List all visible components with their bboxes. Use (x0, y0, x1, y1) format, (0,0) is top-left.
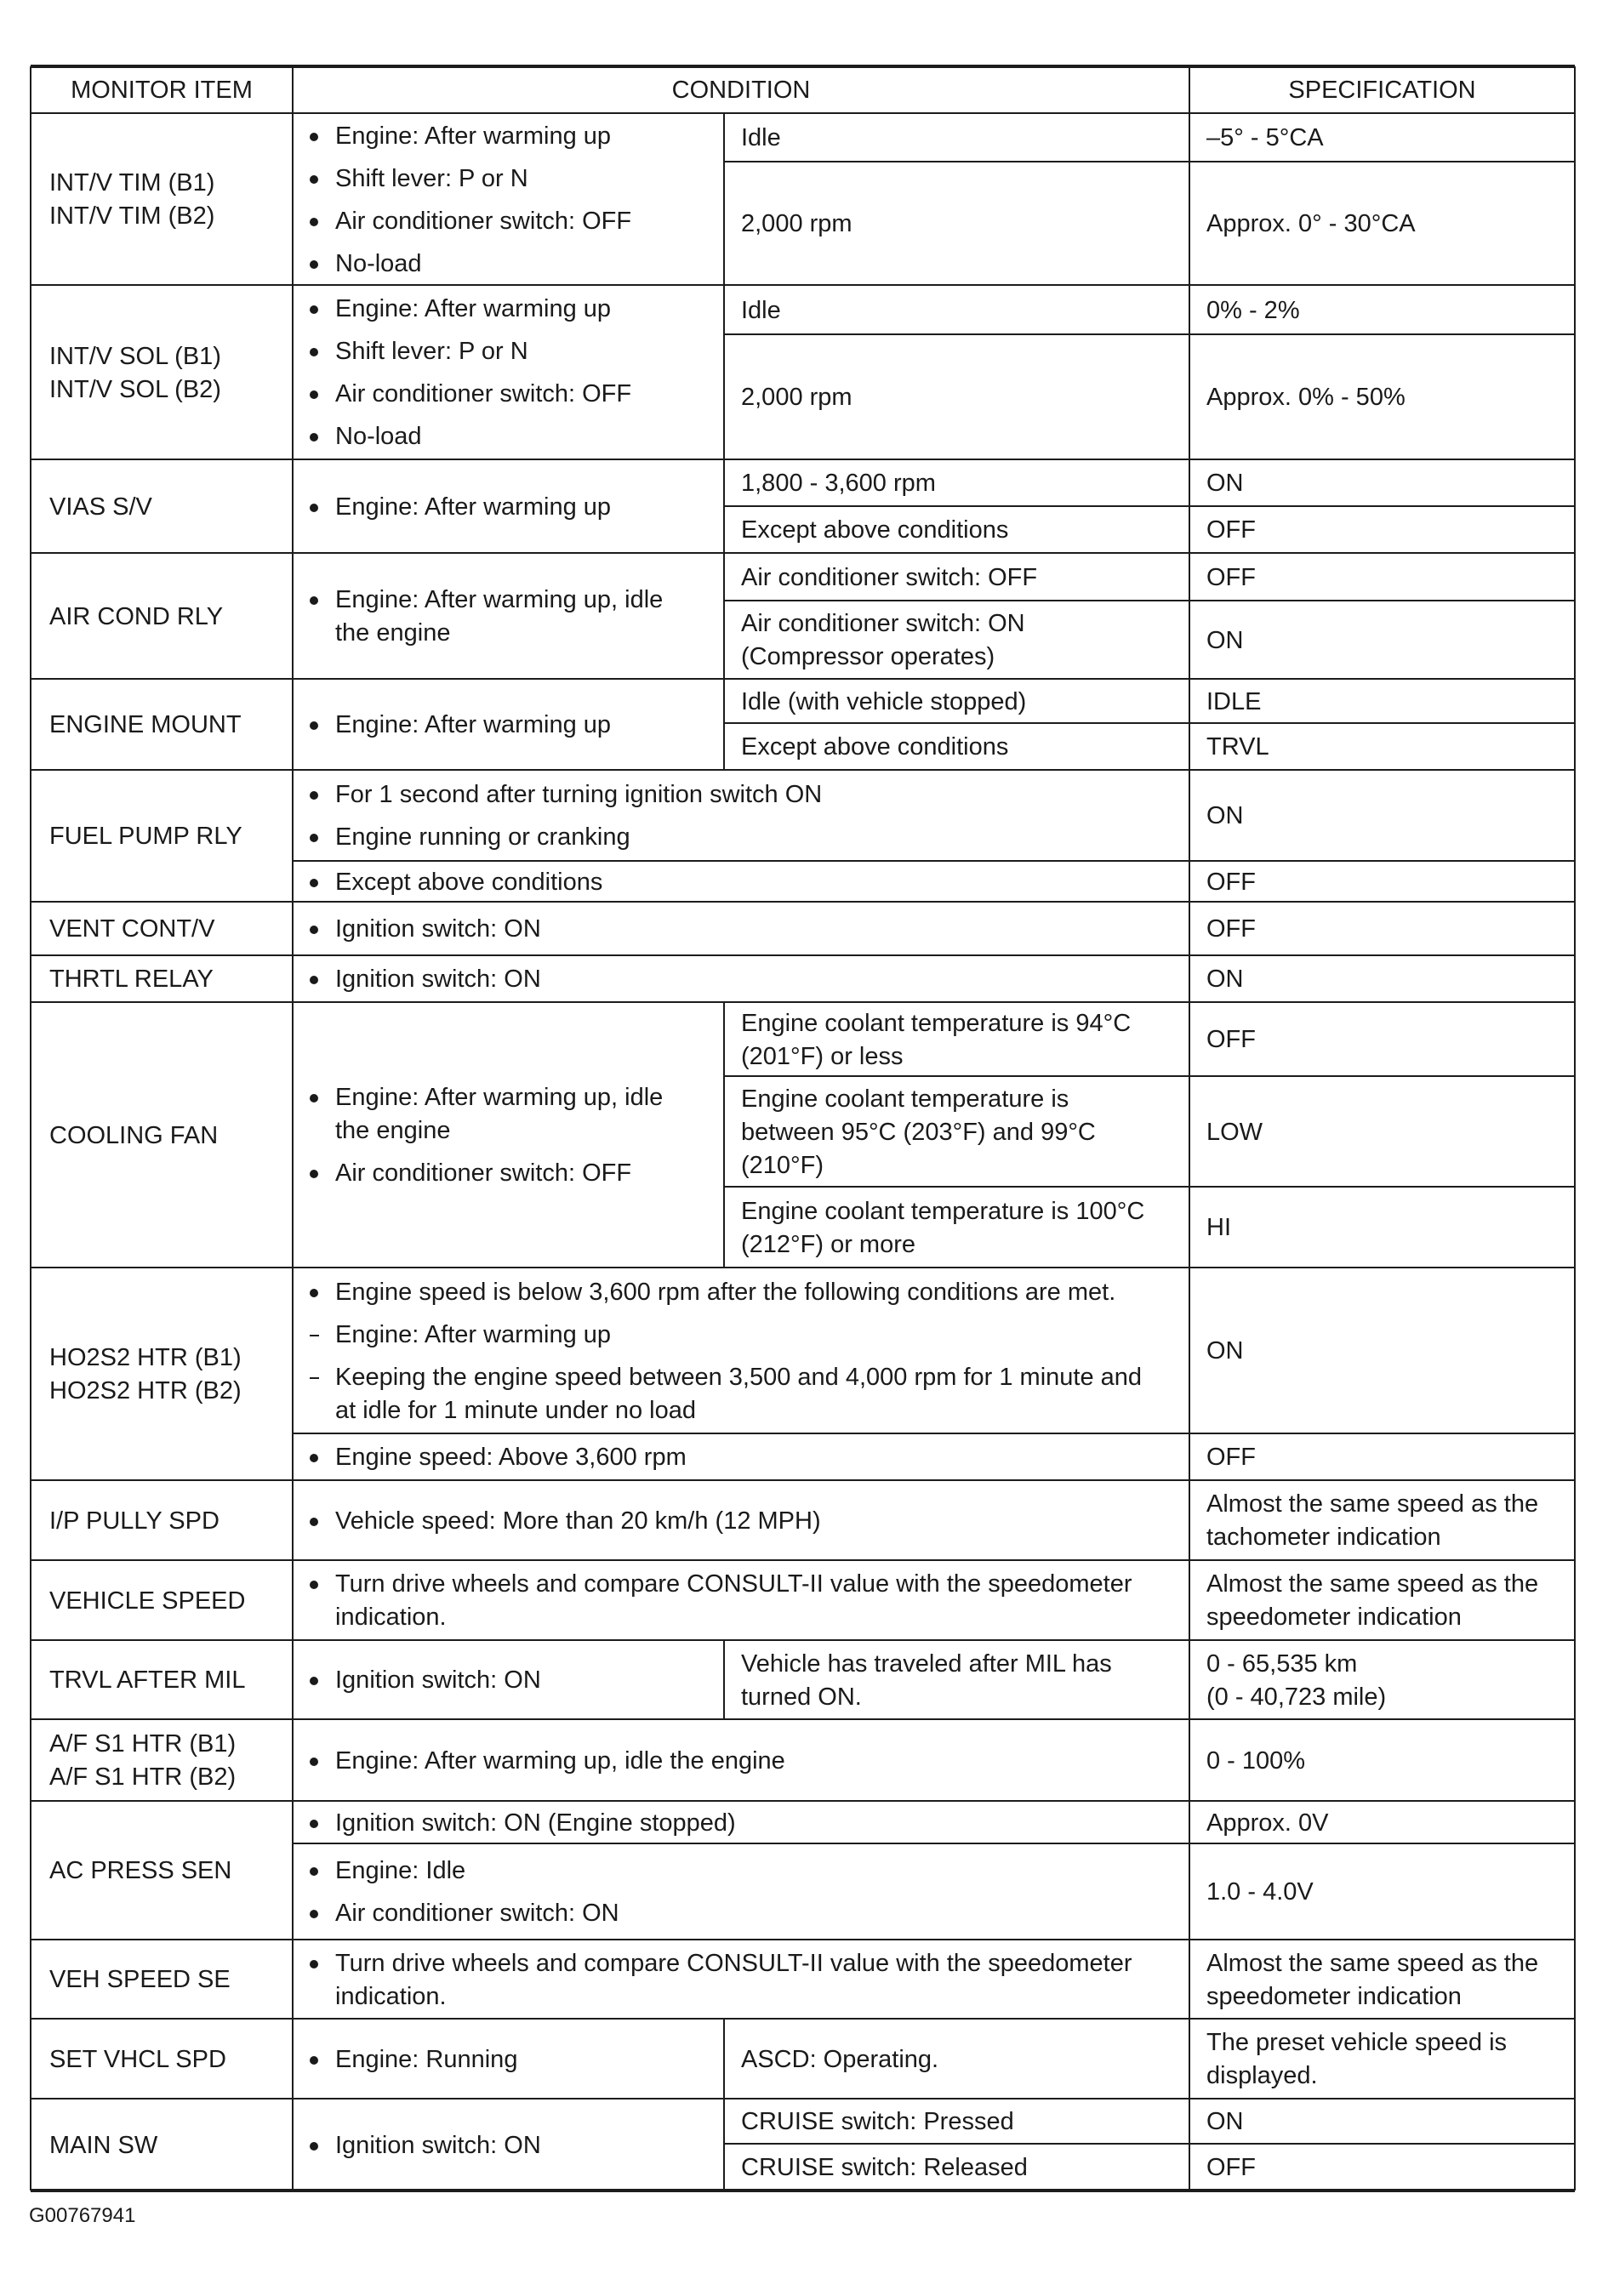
table-rule (293, 860, 1575, 862)
table-rule (31, 1001, 1575, 1003)
condition-text: the engine (335, 619, 451, 647)
condition-text: the engine (335, 1117, 451, 1144)
monitor-item-label: THRTL RELAY (49, 966, 214, 993)
condition-text: Except above conditions (335, 868, 603, 896)
table-rule (31, 1800, 1575, 1802)
specification-value: OFF (1206, 868, 1256, 896)
table-rule (723, 285, 725, 459)
condition-text: Engine: Running (335, 2045, 518, 2073)
monitor-item-label: HO2S2 HTR (B1) (49, 1344, 242, 1371)
table-rule (723, 113, 725, 285)
table-rule (724, 722, 1575, 724)
sub-condition-text: Idle (741, 124, 781, 151)
specification-value: (0 - 40,723 mile) (1206, 1683, 1387, 1711)
specification-value: 0% - 2% (1206, 296, 1300, 324)
sub-condition-text: Idle (741, 296, 781, 324)
sub-condition-text: Engine coolant temperature is (741, 1085, 1069, 1113)
bullet-icon (310, 596, 318, 605)
bullet-icon (310, 433, 318, 442)
sub-condition-text: CRUISE switch: Released (741, 2154, 1028, 2181)
table-rule (723, 553, 725, 679)
monitor-item-label: VENT CONT/V (49, 915, 215, 943)
condition-text: Engine: After warming up (335, 295, 612, 322)
specification-value: 1.0 - 4.0V (1206, 1878, 1314, 1906)
table-rule (293, 1843, 1575, 1844)
sub-condition-text: Vehicle has traveled after MIL has (741, 1649, 1112, 1678)
specification-value: tachometer indication (1206, 1524, 1441, 1551)
sub-condition-text: 1,800 - 3,600 rpm (741, 470, 936, 497)
specification-value: –5° - 5°CA (1206, 124, 1324, 151)
bullet-icon (310, 175, 318, 184)
header-specification: SPECIFICATION (1288, 76, 1476, 104)
table-rule (31, 1479, 1575, 1481)
condition-text: Ignition switch: ON (335, 1666, 541, 1694)
table-rule (31, 678, 1575, 680)
bullet-icon (310, 1867, 318, 1876)
table-rule (723, 1002, 725, 1268)
specification-value: OFF (1206, 563, 1256, 591)
specification-value: ON (1206, 802, 1244, 829)
table-rule (292, 66, 294, 2191)
condition-text: Air conditioner switch: OFF (335, 380, 632, 407)
table-rule (724, 600, 1575, 601)
table-rule (31, 65, 1575, 68)
sub-condition-text: Air conditioner switch: OFF (741, 563, 1038, 591)
monitor-item-label: VEH SPEED SE (49, 1966, 231, 1993)
table-rule (31, 1559, 1575, 1561)
monitor-item-label: INT/V TIM (B2) (49, 202, 215, 230)
condition-text: Ignition switch: ON (335, 915, 541, 943)
bullet-icon (310, 1581, 318, 1589)
sub-condition-text: 2,000 rpm (741, 384, 852, 411)
sub-condition-text: Idle (with vehicle stopped) (741, 687, 1027, 715)
sub-condition-text: (210°F) (741, 1151, 824, 1179)
condition-text: Engine speed: Above 3,600 rpm (335, 1444, 687, 1471)
condition-text: Air conditioner switch: ON (335, 1900, 619, 1927)
table-rule (31, 2189, 1575, 2192)
table-rule (31, 1718, 1575, 1720)
condition-text: Engine running or cranking (335, 823, 630, 851)
condition-text: Turn drive wheels and compare CONSULT-II value with the speedometer (335, 1949, 1132, 1977)
table-rule (724, 161, 1575, 162)
condition-text: indication. (335, 1604, 447, 1631)
condition-text: Engine: After warming up, idle (335, 586, 664, 613)
table-rule (31, 112, 1575, 114)
header-condition: CONDITION (671, 76, 811, 104)
table-rule (723, 2099, 725, 2191)
specification-value: OFF (1206, 1026, 1256, 1053)
sub-condition-text: Engine coolant temperature is 100°C (741, 1197, 1145, 1225)
bullet-icon (310, 133, 318, 141)
specification-value: OFF (1206, 516, 1256, 544)
specification-value: TRVL (1206, 733, 1269, 761)
bullet-icon (310, 2056, 318, 2065)
table-rule (31, 459, 1575, 460)
bullet-icon (310, 976, 318, 984)
monitor-item-label: SET VHCL SPD (49, 2045, 226, 2073)
bullet-icon (310, 1094, 318, 1102)
sub-condition-text: ASCD: Operating. (741, 2045, 939, 2073)
specification-value: ON (1206, 966, 1244, 993)
condition-text: Air conditioner switch: OFF (335, 1159, 632, 1187)
bullet-icon (310, 260, 318, 269)
specification-value: HI (1206, 1214, 1231, 1241)
specification-value: ON (1206, 1337, 1244, 1364)
bullet-icon (310, 1289, 318, 1297)
bullet-icon (310, 926, 318, 934)
bullet-icon (310, 834, 318, 842)
specification-value: The preset vehicle speed is (1206, 2029, 1508, 2056)
specification-value: Almost the same speed as the (1206, 1490, 1539, 1518)
specification-value: Approx. 0V (1206, 1809, 1329, 1837)
bullet-icon (310, 305, 318, 314)
condition-text: For 1 second after turning ignition switch ON (335, 781, 823, 808)
sub-condition-text: between 95°C (203°F) and 99°C (741, 1118, 1096, 1146)
condition-text: Keeping the engine speed between 3,500 and 4,000 rpm for 1 minute and (335, 1363, 1143, 1391)
specification-value: ON (1206, 626, 1244, 654)
specification-value: OFF (1206, 1444, 1256, 1471)
bullet-icon (310, 1518, 318, 1526)
header-monitor-item: MONITOR ITEM (71, 76, 253, 104)
sub-condition-text: 2,000 rpm (741, 210, 852, 237)
sub-condition-text: Except above conditions (741, 516, 1009, 544)
table-rule (31, 284, 1575, 286)
specification-value: speedometer indication (1206, 1982, 1462, 2010)
condition-text: Ignition switch: ON (335, 2131, 541, 2159)
bullet-icon (310, 1910, 318, 1918)
bullet-icon (310, 1170, 318, 1178)
table-rule (31, 1639, 1575, 1641)
condition-text: Vehicle speed: More than 20 km/h (12 MPH) (335, 1507, 821, 1535)
monitor-item-label: VEHICLE SPEED (49, 1587, 246, 1615)
specification-value: Approx. 0% - 50% (1206, 384, 1406, 411)
bullet-icon (310, 348, 318, 356)
table-rule (31, 552, 1575, 554)
monitor-item-label: ENGINE MOUNT (49, 711, 242, 738)
table-rule (31, 901, 1575, 903)
condition-text: at idle for 1 minute under no load (335, 1396, 696, 1424)
monitor-item-label: COOLING FAN (49, 1121, 219, 1149)
monitor-item-label: TRVL AFTER MIL (49, 1666, 246, 1694)
sub-condition-text: Engine coolant temperature is 94°C (741, 1009, 1132, 1037)
monitor-item-label: A/F S1 HTR (B2) (49, 1763, 237, 1791)
condition-text: indication. (335, 1982, 447, 2010)
condition-text: Engine: After warming up (335, 711, 612, 738)
specification-value: Almost the same speed as the (1206, 1570, 1539, 1598)
specification-value: LOW (1206, 1118, 1263, 1146)
table-rule (31, 769, 1575, 771)
monitor-item-label: A/F S1 HTR (B1) (49, 1730, 237, 1758)
condition-text: Engine: After warming up (335, 1320, 612, 1348)
monitor-item-label: INT/V TIM (B1) (49, 169, 215, 197)
specification-value: speedometer indication (1206, 1604, 1462, 1631)
condition-text: No-load (335, 423, 422, 450)
specification-value: ON (1206, 2108, 1244, 2135)
table-rule (30, 66, 31, 2191)
specification-value: 0 - 100% (1206, 1746, 1306, 1775)
monitor-item-label: MAIN SW (49, 2131, 158, 2159)
table-rule (724, 505, 1575, 507)
specification-value: 0 - 65,535 km (1206, 1649, 1358, 1678)
condition-text: Engine: Idle (335, 1857, 466, 1884)
monitor-item-label: INT/V SOL (B1) (49, 342, 221, 370)
specification-value: IDLE (1206, 687, 1262, 715)
sub-condition-text: (Compressor operates) (741, 643, 995, 670)
sub-condition-text: (201°F) or less (741, 1042, 904, 1070)
condition-text: Engine: After warming up, idle the engine (335, 1746, 785, 1775)
table-rule (723, 1640, 725, 1719)
table-rule (723, 2019, 725, 2099)
monitor-item-label: VIAS S/V (49, 493, 152, 521)
table-rule (724, 333, 1575, 335)
specification-value: ON (1206, 470, 1244, 497)
table-rule (31, 1267, 1575, 1268)
bullet-icon (310, 218, 318, 226)
condition-text: Engine speed is below 3,600 rpm after the following conditions are met. (335, 1278, 1116, 1306)
bullet-icon (310, 504, 318, 512)
condition-text: Shift lever: P or N (335, 164, 528, 192)
table-rule (31, 2018, 1575, 2020)
table-rule (724, 1186, 1575, 1188)
monitor-item-label: INT/V SOL (B2) (49, 375, 221, 403)
bullet-icon (310, 791, 318, 800)
sub-condition-text: Air conditioner switch: ON (741, 610, 1025, 637)
table-rule (724, 1075, 1575, 1077)
monitor-item-label: FUEL PUMP RLY (49, 823, 242, 850)
bullet-icon (310, 721, 318, 730)
condition-text: Turn drive wheels and compare CONSULT-II value with the speedometer (335, 1570, 1132, 1598)
sub-condition-text: (212°F) or more (741, 1230, 915, 1258)
table-rule (293, 1433, 1575, 1434)
sub-condition-text: turned ON. (741, 1683, 862, 1711)
condition-text: Engine: After warming up (335, 122, 612, 150)
table-rule (1574, 66, 1576, 2191)
sub-condition-text: CRUISE switch: Pressed (741, 2108, 1014, 2135)
condition-text: Shift lever: P or N (335, 338, 528, 365)
dash-icon (310, 1335, 319, 1336)
table-rule (1189, 66, 1190, 2191)
dash-icon (310, 1377, 319, 1379)
monitor-item-label: AIR COND RLY (49, 602, 224, 630)
specification-value: OFF (1206, 915, 1256, 943)
bullet-icon (310, 390, 318, 399)
table-rule (31, 1939, 1575, 1940)
specification-value: displayed. (1206, 2062, 1318, 2089)
condition-text: Air conditioner switch: OFF (335, 207, 632, 235)
bullet-icon (310, 2142, 318, 2151)
condition-text: No-load (335, 249, 422, 277)
sub-condition-text: Except above conditions (741, 733, 1009, 761)
document-code: G00767941 (29, 2204, 136, 2227)
table-rule (724, 2143, 1575, 2145)
bullet-icon (310, 1960, 318, 1968)
bullet-icon (310, 1454, 318, 1462)
condition-text: Ignition switch: ON (Engine stopped) (335, 1809, 736, 1837)
specification-value: OFF (1206, 2154, 1256, 2181)
monitor-item-label: AC PRESS SEN (49, 1857, 232, 1884)
condition-text: Ignition switch: ON (335, 966, 541, 993)
specification-value: Almost the same speed as the (1206, 1949, 1539, 1977)
table-rule (723, 679, 725, 770)
table-rule (31, 954, 1575, 956)
monitor-item-label: HO2S2 HTR (B2) (49, 1377, 242, 1404)
specification-value: Approx. 0° - 30°CA (1206, 210, 1416, 237)
bullet-icon (310, 1820, 318, 1828)
bullet-icon (310, 1758, 318, 1766)
condition-text: Engine: After warming up (335, 493, 612, 521)
table-rule (31, 2098, 1575, 2099)
bullet-icon (310, 1677, 318, 1685)
condition-text: Engine: After warming up, idle (335, 1084, 664, 1111)
bullet-icon (310, 879, 318, 887)
monitor-item-label: I/P PULLY SPD (49, 1507, 220, 1535)
